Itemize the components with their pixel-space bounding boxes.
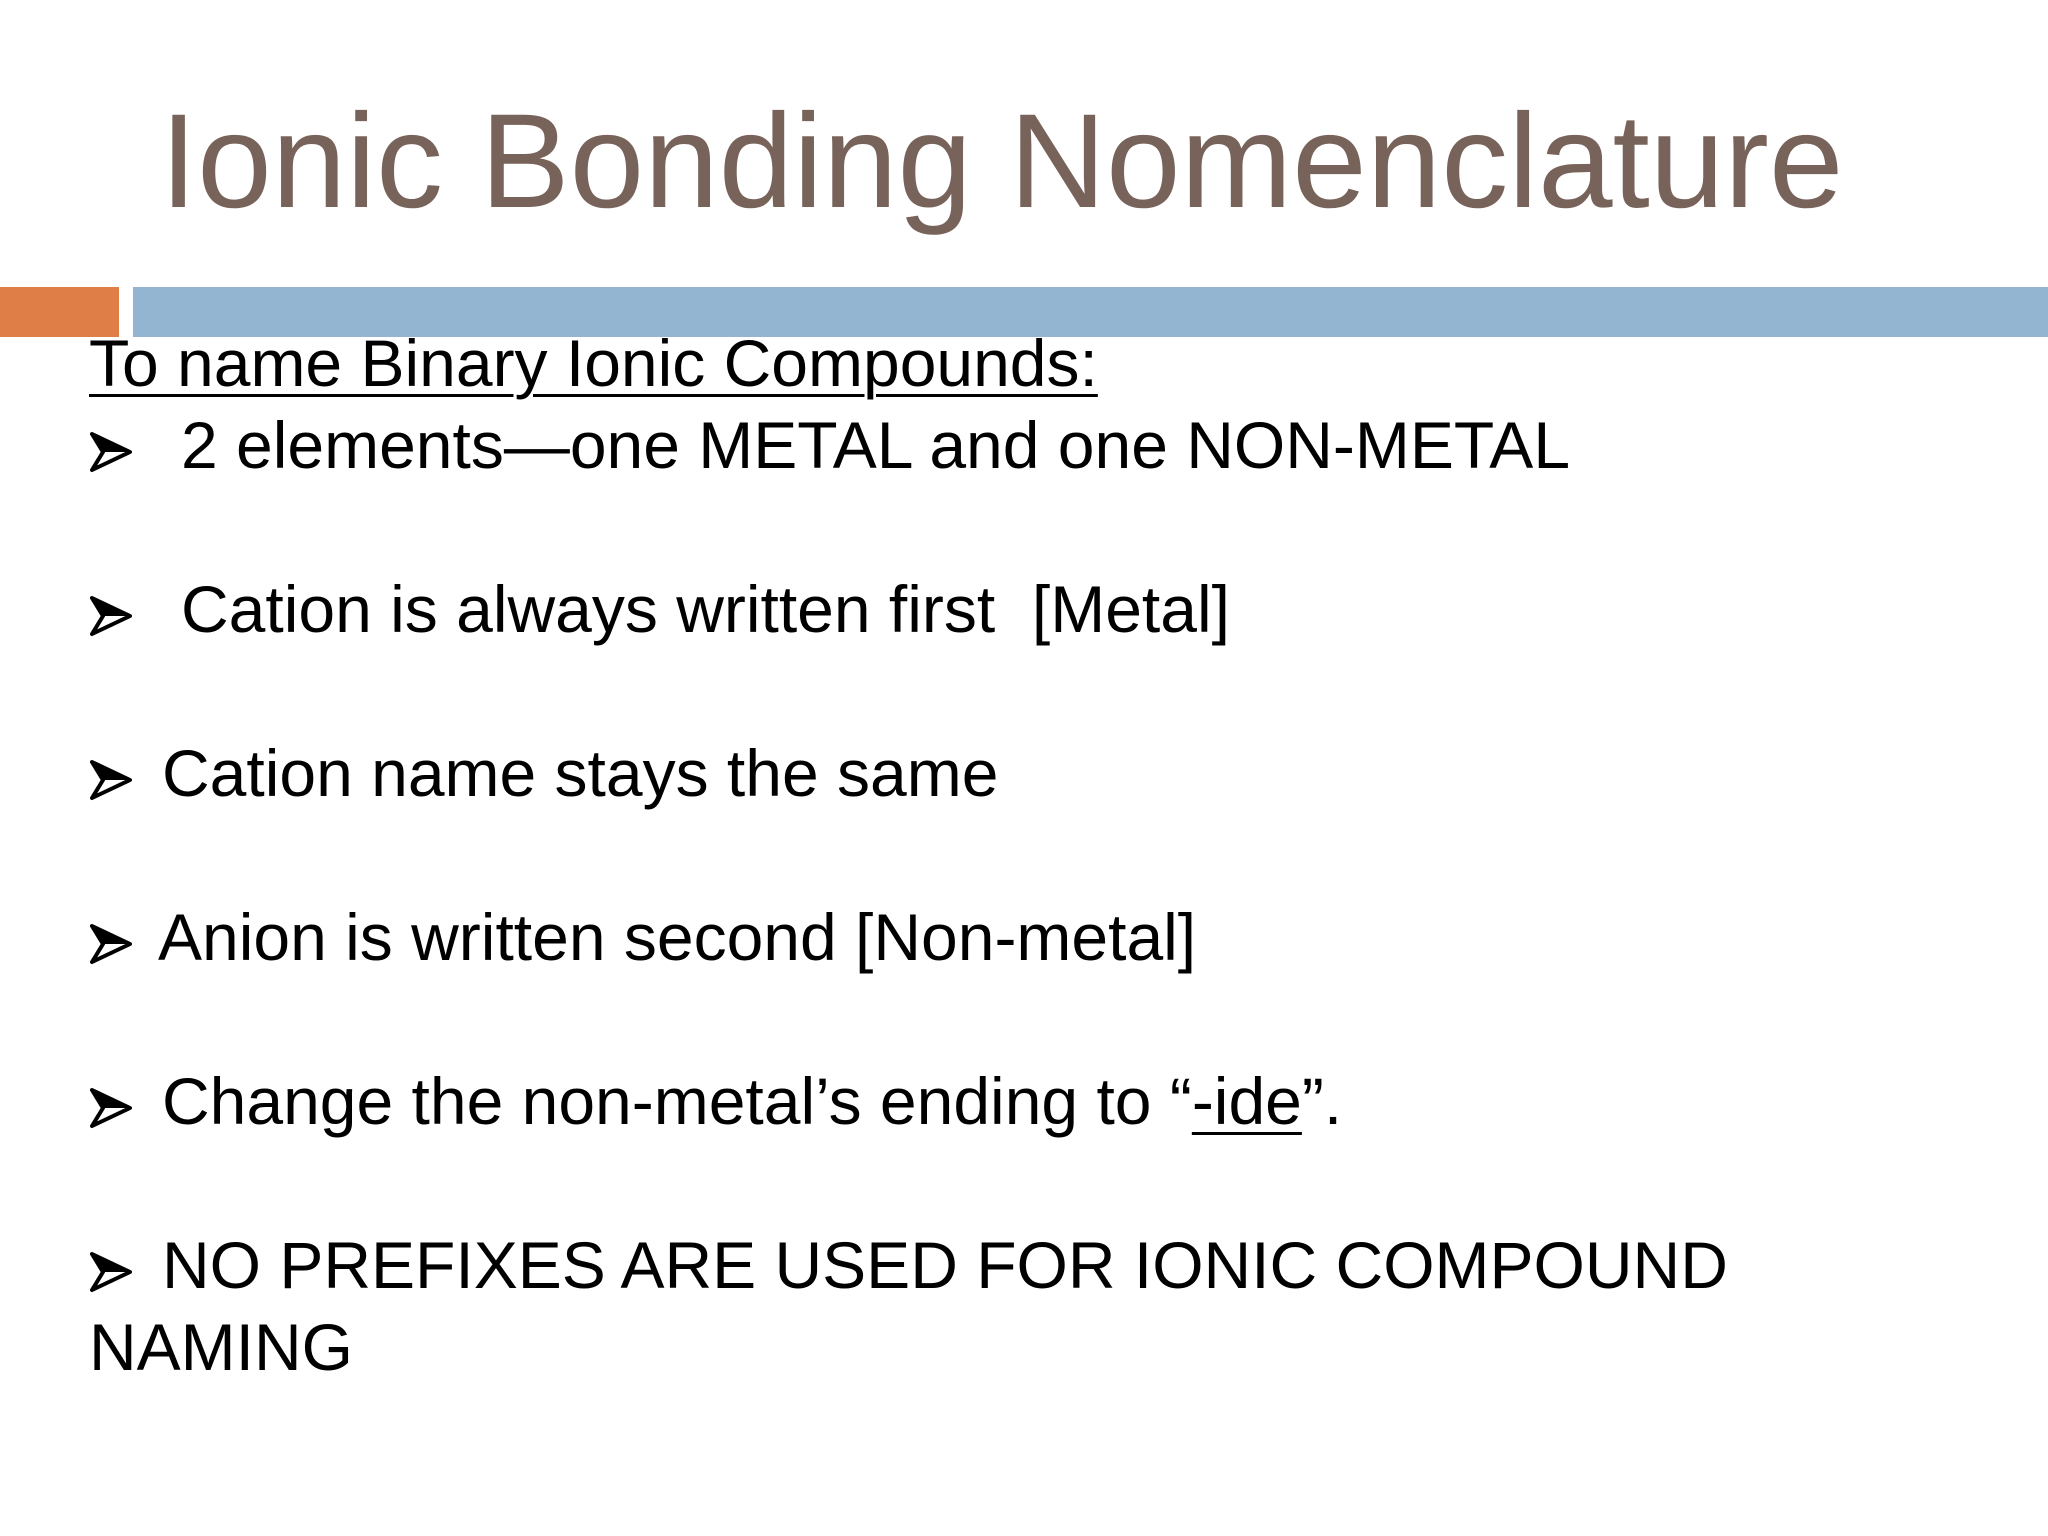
slide-title: Ionic Bonding Nomenclature	[160, 87, 1844, 236]
bullet-item	[89, 1060, 1989, 1142]
spacer	[89, 1142, 1989, 1224]
bullet-text: Anion is written second [Non-metal]	[158, 900, 1197, 974]
spacer	[89, 978, 1989, 1060]
bullet-item	[89, 896, 1989, 978]
spacer	[89, 814, 1989, 896]
bullet-text: 2 elements—one METAL and one NON-METAL	[181, 408, 1571, 482]
bullet-text: Cation is always written first [Metal]	[181, 572, 1230, 646]
slide-body	[89, 322, 1989, 1388]
bullet-item	[89, 732, 1989, 814]
bullet-text-before: Change the non-metal’s ending to “	[162, 1064, 1192, 1138]
bullet-item	[89, 568, 1989, 650]
spacer	[89, 650, 1989, 732]
section-heading: To name Binary Ionic Compounds:	[89, 326, 1098, 400]
bullet-item	[89, 404, 1989, 486]
bullet-text: Cation name stays the same	[162, 736, 999, 810]
spacer	[89, 486, 1989, 568]
bullet-text: NO PREFIXES ARE USED FOR IONIC COMPOUND NAMING	[89, 1228, 1728, 1384]
bullet-item	[89, 1224, 1949, 1388]
bullet-text-after: ”.	[1301, 1064, 1343, 1138]
ide-suffix: -ide	[1191, 1064, 1302, 1138]
